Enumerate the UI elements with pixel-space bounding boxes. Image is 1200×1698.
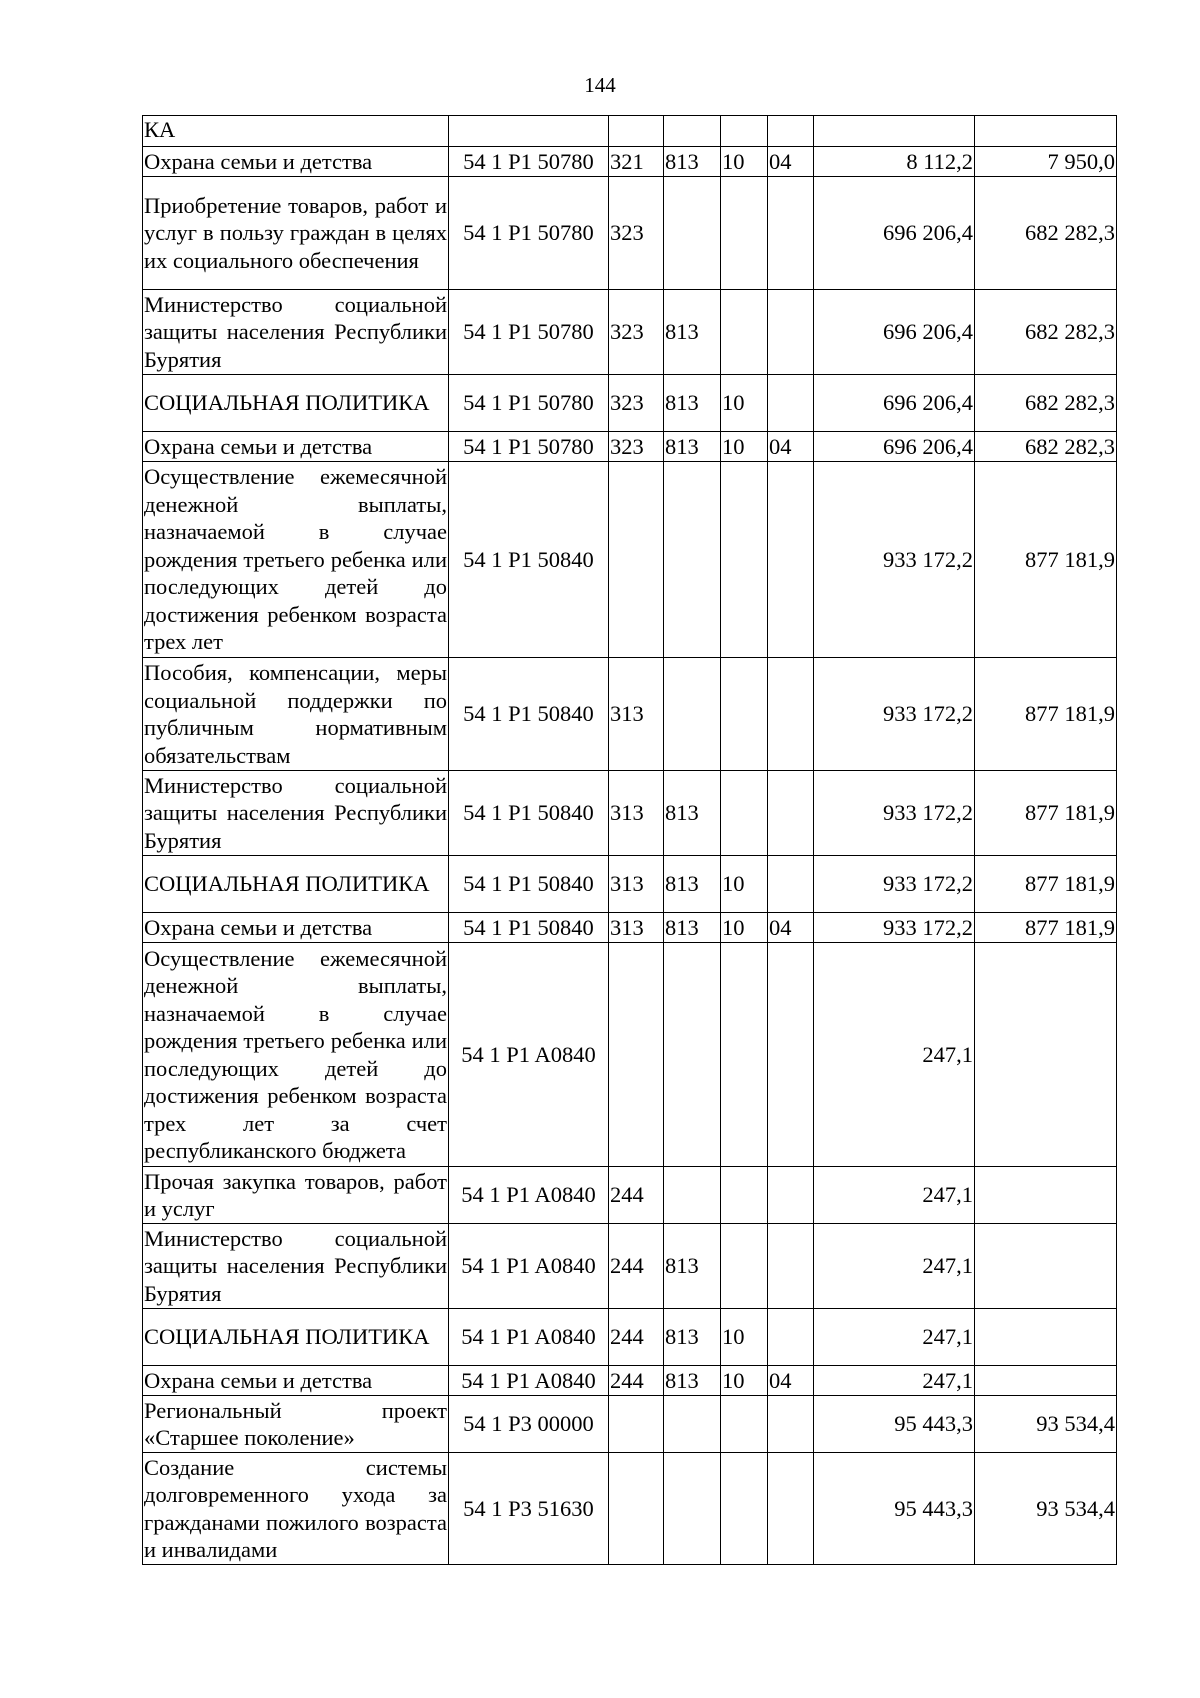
section-code-cell — [721, 177, 768, 290]
amount-year2-cell — [975, 1224, 1117, 1309]
section-code-cell — [721, 116, 768, 147]
expense-name-cell: Создание системы долговременного ухода за гражданами пожилого возраста и инвалидами — [143, 1453, 449, 1565]
expense-name-cell: Осуществление ежемесячной денежной выплаты, назначаемой в случае рождения третьего ребенка или последующих детей до достижения ребенком возраста трех лет — [143, 462, 449, 658]
section-code-cell — [721, 290, 768, 375]
table-row — [143, 943, 1117, 1167]
target-code-cell: 54 1 P1 A0840 — [449, 1309, 609, 1366]
expense-type-cell — [609, 943, 664, 1167]
department-code-cell — [664, 116, 721, 147]
section-code-cell: 10 — [721, 147, 768, 177]
department-code-cell: 813 — [664, 290, 721, 375]
table-row — [143, 116, 1117, 147]
expense-name-cell: Пособия, компенсации, меры социальной поддержки по публичным нормативным обязательствам — [143, 658, 449, 771]
expense-type-cell — [609, 462, 664, 658]
section-code-cell — [721, 1167, 768, 1224]
expense-name-cell: Осуществление ежемесячной денежной выплаты, назначаемой в случае рождения третьего ребенка или последующих детей до достижения ребенком возраста трех лет за счет республиканского бюджета — [143, 943, 449, 1167]
section-code-cell: 10 — [721, 1366, 768, 1396]
expense-name-cell: Охрана семьи и детства — [143, 1366, 449, 1396]
expense-name-cell: Охрана семьи и детства — [143, 432, 449, 462]
amount-year2-cell — [975, 1366, 1117, 1396]
table-row — [143, 658, 1117, 771]
amount-year1-cell: 696 206,4 — [814, 177, 975, 290]
target-code-cell: 54 1 P1 A0840 — [449, 1366, 609, 1396]
expense-type-cell — [609, 1396, 664, 1453]
amount-year1-cell: 696 206,4 — [814, 290, 975, 375]
amount-year2-cell: 93 534,4 — [975, 1453, 1117, 1565]
expense-name-cell: Прочая закупка товаров, работ и услуг — [143, 1167, 449, 1224]
amount-year1-cell: 696 206,4 — [814, 432, 975, 462]
expense-name-cell: Охрана семьи и детства — [143, 913, 449, 943]
target-code-cell: 54 1 P1 A0840 — [449, 1167, 609, 1224]
target-code-cell: 54 1 P1 50780 — [449, 147, 609, 177]
target-code-cell: 54 1 P3 00000 — [449, 1396, 609, 1453]
amount-year2-cell — [975, 1167, 1117, 1224]
amount-year1-cell: 95 443,3 — [814, 1453, 975, 1565]
amount-year2-cell: 682 282,3 — [975, 177, 1117, 290]
amount-year2-cell: 7 950,0 — [975, 147, 1117, 177]
section-code-cell — [721, 771, 768, 856]
department-code-cell: 813 — [664, 771, 721, 856]
expense-type-cell — [609, 1453, 664, 1565]
expense-type-cell: 323 — [609, 432, 664, 462]
amount-year1-cell: 247,1 — [814, 1224, 975, 1309]
target-code-cell: 54 1 P1 50780 — [449, 177, 609, 290]
table-row — [143, 462, 1117, 658]
amount-year1-cell: 247,1 — [814, 1167, 975, 1224]
amount-year1-cell: 933 172,2 — [814, 856, 975, 913]
amount-year2-cell: 682 282,3 — [975, 432, 1117, 462]
expense-type-cell: 313 — [609, 913, 664, 943]
subsection-code-cell: 04 — [768, 913, 814, 943]
amount-year2-cell: 877 181,9 — [975, 913, 1117, 943]
expense-name-cell: Региональный проект «Старшее поколение» — [143, 1396, 449, 1453]
section-code-cell: 10 — [721, 913, 768, 943]
table-row — [143, 375, 1117, 432]
amount-year2-cell — [975, 1309, 1117, 1366]
expense-type-cell — [609, 116, 664, 147]
section-code-cell: 10 — [721, 856, 768, 913]
subsection-code-cell — [768, 943, 814, 1167]
table-row — [143, 1309, 1117, 1366]
expense-name-cell: СОЦИАЛЬНАЯ ПОЛИТИКА — [143, 856, 449, 913]
amount-year1-cell: 696 206,4 — [814, 375, 975, 432]
target-code-cell: 54 1 P1 50780 — [449, 432, 609, 462]
amount-year2-cell: 93 534,4 — [975, 1396, 1117, 1453]
section-code-cell — [721, 1224, 768, 1309]
subsection-code-cell — [768, 1453, 814, 1565]
expense-type-cell: 323 — [609, 177, 664, 290]
expense-type-cell: 244 — [609, 1366, 664, 1396]
amount-year2-cell — [975, 116, 1117, 147]
department-code-cell — [664, 1396, 721, 1453]
amount-year2-cell — [975, 943, 1117, 1167]
table-row — [143, 1366, 1117, 1396]
amount-year1-cell: 933 172,2 — [814, 913, 975, 943]
department-code-cell: 813 — [664, 432, 721, 462]
table-row — [143, 913, 1117, 943]
amount-year2-cell: 877 181,9 — [975, 771, 1117, 856]
subsection-code-cell — [768, 177, 814, 290]
expense-name-cell: Министерство социальной защиты населения Республики Бурятия — [143, 1224, 449, 1309]
amount-year2-cell: 682 282,3 — [975, 375, 1117, 432]
section-code-cell — [721, 658, 768, 771]
subsection-code-cell — [768, 1309, 814, 1366]
table-body — [143, 116, 1117, 1565]
department-code-cell: 813 — [664, 1224, 721, 1309]
subsection-code-cell: 04 — [768, 432, 814, 462]
amount-year2-cell: 877 181,9 — [975, 462, 1117, 658]
target-code-cell: 54 1 P1 50840 — [449, 658, 609, 771]
section-code-cell — [721, 462, 768, 658]
table-row — [143, 1396, 1117, 1453]
table-row — [143, 432, 1117, 462]
amount-year2-cell: 877 181,9 — [975, 856, 1117, 913]
expense-name-cell: Охрана семьи и детства — [143, 147, 449, 177]
expense-type-cell: 244 — [609, 1309, 664, 1366]
amount-year1-cell — [814, 116, 975, 147]
department-code-cell: 813 — [664, 913, 721, 943]
target-code-cell: 54 1 P1 A0840 — [449, 943, 609, 1167]
page-number: 144 — [584, 73, 616, 97]
target-code-cell: 54 1 P1 50780 — [449, 290, 609, 375]
section-code-cell: 10 — [721, 432, 768, 462]
section-code-cell — [721, 1396, 768, 1453]
section-code-cell: 10 — [721, 1309, 768, 1366]
expense-name-cell: КА — [143, 116, 449, 147]
expense-name-cell: СОЦИАЛЬНАЯ ПОЛИТИКА — [143, 1309, 449, 1366]
table-row — [143, 1453, 1117, 1565]
section-code-cell — [721, 1453, 768, 1565]
expense-name-cell: СОЦИАЛЬНАЯ ПОЛИТИКА — [143, 375, 449, 432]
budget-table — [142, 115, 1117, 1565]
expense-name-cell: Приобретение товаров, работ и услуг в пользу граждан в целях их социального обеспечения — [143, 177, 449, 290]
subsection-code-cell — [768, 290, 814, 375]
subsection-code-cell — [768, 1396, 814, 1453]
subsection-code-cell — [768, 462, 814, 658]
target-code-cell: 54 1 P3 51630 — [449, 1453, 609, 1565]
expense-name-cell: Министерство социальной защиты населения Республики Бурятия — [143, 290, 449, 375]
department-code-cell — [664, 658, 721, 771]
department-code-cell — [664, 943, 721, 1167]
expense-type-cell: 323 — [609, 290, 664, 375]
amount-year1-cell: 933 172,2 — [814, 771, 975, 856]
amount-year1-cell: 247,1 — [814, 1366, 975, 1396]
department-code-cell: 813 — [664, 375, 721, 432]
table-row — [143, 856, 1117, 913]
section-code-cell: 10 — [721, 375, 768, 432]
amount-year1-cell: 247,1 — [814, 1309, 975, 1366]
expense-type-cell: 313 — [609, 856, 664, 913]
target-code-cell: 54 1 P1 50840 — [449, 771, 609, 856]
department-code-cell: 813 — [664, 1366, 721, 1396]
expense-type-cell: 313 — [609, 771, 664, 856]
department-code-cell: 813 — [664, 1309, 721, 1366]
table-row — [143, 147, 1117, 177]
table-row — [143, 177, 1117, 290]
subsection-code-cell: 04 — [768, 1366, 814, 1396]
expense-type-cell: 244 — [609, 1167, 664, 1224]
subsection-code-cell: 04 — [768, 147, 814, 177]
department-code-cell: 813 — [664, 147, 721, 177]
department-code-cell — [664, 462, 721, 658]
expense-type-cell: 321 — [609, 147, 664, 177]
target-code-cell: 54 1 P1 50840 — [449, 462, 609, 658]
amount-year1-cell: 95 443,3 — [814, 1396, 975, 1453]
target-code-cell: 54 1 P1 50780 — [449, 375, 609, 432]
target-code-cell — [449, 116, 609, 147]
amount-year2-cell: 877 181,9 — [975, 658, 1117, 771]
subsection-code-cell — [768, 375, 814, 432]
amount-year2-cell: 682 282,3 — [975, 290, 1117, 375]
subsection-code-cell — [768, 771, 814, 856]
department-code-cell: 813 — [664, 856, 721, 913]
target-code-cell: 54 1 P1 A0840 — [449, 1224, 609, 1309]
target-code-cell: 54 1 P1 50840 — [449, 913, 609, 943]
expense-name-cell: Министерство социальной защиты населения Республики Бурятия — [143, 771, 449, 856]
amount-year1-cell: 247,1 — [814, 943, 975, 1167]
subsection-code-cell — [768, 658, 814, 771]
table-row — [143, 1224, 1117, 1309]
table-row — [143, 771, 1117, 856]
table-row — [143, 1167, 1117, 1224]
expense-type-cell: 244 — [609, 1224, 664, 1309]
department-code-cell — [664, 1167, 721, 1224]
amount-year1-cell: 933 172,2 — [814, 658, 975, 771]
table-row — [143, 290, 1117, 375]
amount-year1-cell: 8 112,2 — [814, 147, 975, 177]
subsection-code-cell — [768, 856, 814, 913]
amount-year1-cell: 933 172,2 — [814, 462, 975, 658]
expense-type-cell: 313 — [609, 658, 664, 771]
expense-type-cell: 323 — [609, 375, 664, 432]
section-code-cell — [721, 943, 768, 1167]
department-code-cell — [664, 1453, 721, 1565]
subsection-code-cell — [768, 1167, 814, 1224]
target-code-cell: 54 1 P1 50840 — [449, 856, 609, 913]
department-code-cell — [664, 177, 721, 290]
subsection-code-cell — [768, 1224, 814, 1309]
subsection-code-cell — [768, 116, 814, 147]
